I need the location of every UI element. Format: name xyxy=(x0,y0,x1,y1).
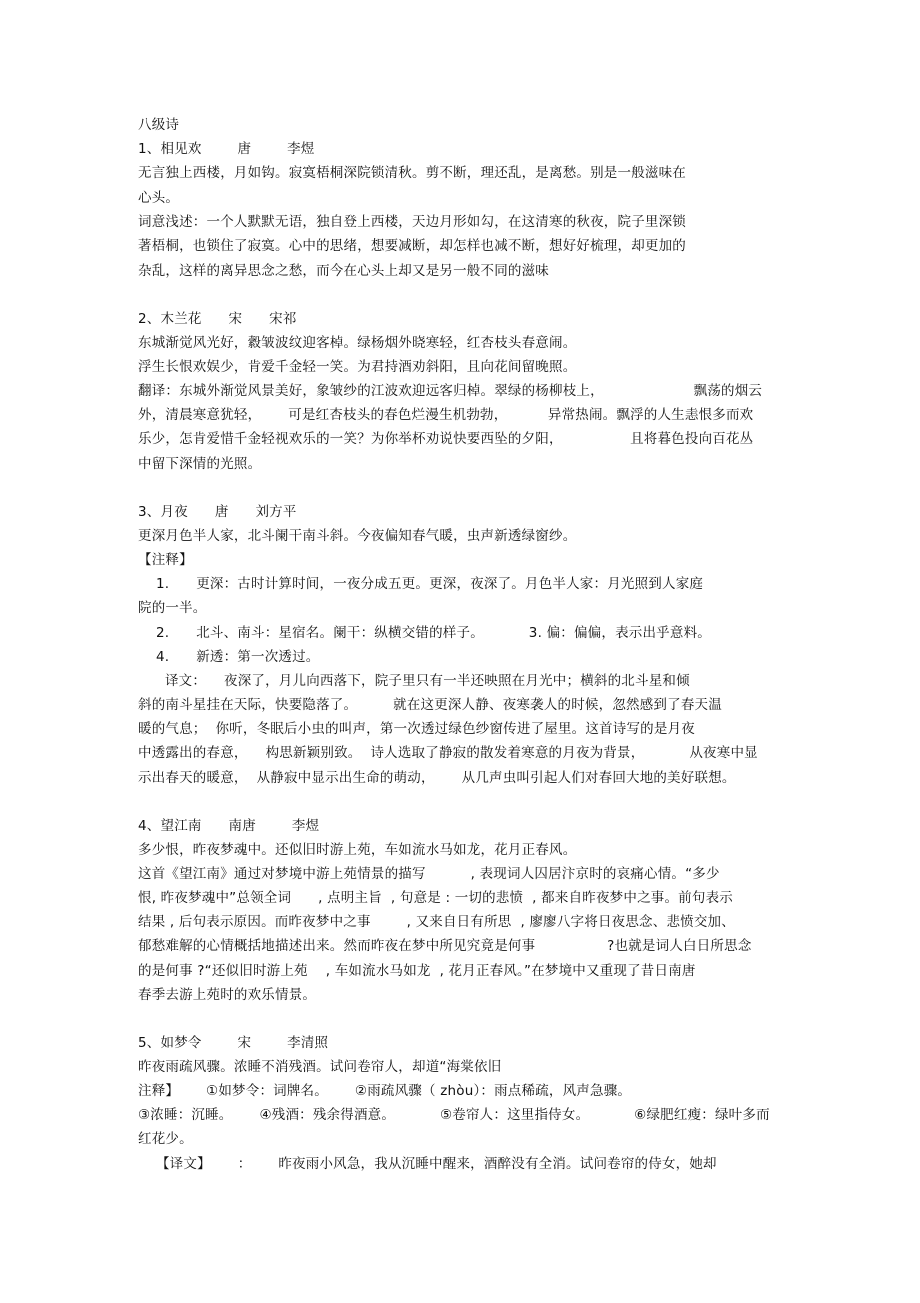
text-line: 著梧桐，也锁住了寂寞。心中的思绪，想要减断，却怎样也减不断，想好好梳理，却更加的 xyxy=(138,238,686,254)
poem-heading: 4、望江南 南唐 李煜 xyxy=(138,818,320,834)
poem-heading: 2、木兰花 宋 宋祁 xyxy=(138,311,297,327)
poem-heading: 1、相见欢 唐 李煜 xyxy=(138,141,315,157)
text-line: 恨, 昨夜梦魂中”总领全词 , 点明主旨 , 句意是 : 一切的悲愤 , 都来自昨夜梦中之事。前句表示 xyxy=(138,890,733,906)
poem-heading: 3、月夜 唐 刘方平 xyxy=(138,504,297,520)
doc-title: 八级诗 xyxy=(138,117,180,133)
text-line: 昨夜雨疏风骤。浓睡不消残酒。试问卷帘人，却道“海棠依旧 xyxy=(138,1059,502,1075)
text-line: 无言独上西楼，月如钩。寂寞梧桐深院锁清秋。剪不断，理还乱，是离愁。别是一般滋味在 xyxy=(138,165,686,181)
text-line: 【译文】 ： 昨夜雨小风急，我从沉睡中醒来，酒醉没有全消。试问卷帘的侍女，她却 xyxy=(138,1156,717,1172)
text-line: 这首《望江南》通过对梦境中游上苑情景的描写 , 表现词人囚居汴京时的哀痛心情。“多少 xyxy=(138,866,720,882)
text-line: 中留下深情的光照。 xyxy=(138,456,262,472)
text-line: 暖的气息； 你听，冬眠后小虫的叫声，第一次透过绿色纱窗传进了屋里。这首诗写的是月夜 xyxy=(138,721,695,737)
text-line: 词意浅述：一个人默默无语，独自登上西楼，天边月形如勾，在这清寒的秋夜，院子里深锁 xyxy=(138,214,686,230)
text-line: 浮生长恨欢娱少，肯爱千金轻一笑。为君持酒劝斜阳，且向花间留晚照。 xyxy=(138,359,577,375)
notes-heading: 【注释】 xyxy=(138,552,193,568)
text-line: 示出春天的暖意， 从静寂中显示出生命的萌动， 从几声虫叫引起人们对春回大地的美好联想。 xyxy=(138,770,736,786)
text-line: 2. 北斗、南斗：星宿名。阑干：纵横交错的样子。 3. 偏：偏偏，表示出乎意料。 xyxy=(138,625,711,641)
text-line: 注释】 ①如梦令：词牌名。 ②雨疏风骤（ zhòu）：雨点稀疏，风声急骤。 xyxy=(138,1083,632,1099)
text-line: 翻译：东城外渐觉风景美好，象皱纱的江波欢迎远客归棹。翠绿的杨柳枝上， 飘荡的烟云 xyxy=(138,383,763,399)
text-line: 东城渐觉风光好，縠皱波纹迎客棹。绿杨烟外晓寒轻，红杏枝头春意闹。 xyxy=(138,335,577,351)
text-line: 乐少，怎肯爱惜千金轻视欢乐的一笑？为你举杯劝说快要西坠的夕阳， 且将暮色投向百花丛 xyxy=(138,431,754,447)
text-line: 结果 , 后句表示原因。而昨夜梦中之事 , 又来自日有所思 , 廖廖八字将日夜思念、悲愤交加、 xyxy=(138,914,735,930)
text-line: 杂乱，这样的离异思念之愁，而今在心头上却又是另一般不同的滋味 xyxy=(138,263,549,279)
poem-heading: 5、如梦令 宋 李清照 xyxy=(138,1035,329,1051)
text-line: 院的一半。 xyxy=(138,600,207,616)
text-line: 1. 更深：古时计算时间，一夜分成五更。更深，夜深了。月色半人家：月光照到人家庭 xyxy=(138,576,704,592)
text-line: 4. 新透：第一次透过。 xyxy=(138,649,320,665)
text-line: 斜的南斗星挂在天际，快要隐落了。 就在这更深人静、夜寒袭人的时候，忽然感到了春天温 xyxy=(138,697,722,713)
text-line: 多少恨，昨夜梦魂中。还似旧时游上苑，车如流水马如龙，花月正春风。 xyxy=(138,842,577,858)
text-line: 春季去游上苑时的欢乐情景。 xyxy=(138,987,317,1003)
text-line: 郁愁难解的心情概括地描述出来。然而昨夜在梦中所见究竟是何事 ?也就是词人白日所思念 xyxy=(138,938,752,954)
text-line: 外，清晨寒意犹轻， 可是红杏枝头的春色烂漫生机勃勃， 异常热闹。飘浮的人生恚恨多而欢 xyxy=(138,407,754,423)
text-line: 的是何事 ?“还似旧时游上苑 , 车如流水马如龙 , 花月正春风。”在梦境中又重现了昔日南唐 xyxy=(138,963,696,979)
text-line: 红花少。 xyxy=(138,1131,193,1147)
text-line: 中透露出的春意， 构思新颖别致。 诗人选取了静寂的散发着寒意的月夜为背景， 从夜寒中显 xyxy=(138,745,758,761)
text-line: ③浓睡：沉睡。 ④残酒：残余得酒意。 ⑤卷帘人：这里指侍女。 ⑥绿肥红瘦：绿叶多而 xyxy=(138,1107,770,1123)
text-line: 心头。 xyxy=(138,190,180,206)
text-line: 更深月色半人家，北斗阑干南斗斜。今夜偏知春气暖，虫声新透绿窗纱。 xyxy=(138,528,577,544)
text-line: 译文： 夜深了，月儿向西落下，院子里只有一半还映照在月光中；横斜的北斗星和倾 xyxy=(138,673,690,689)
